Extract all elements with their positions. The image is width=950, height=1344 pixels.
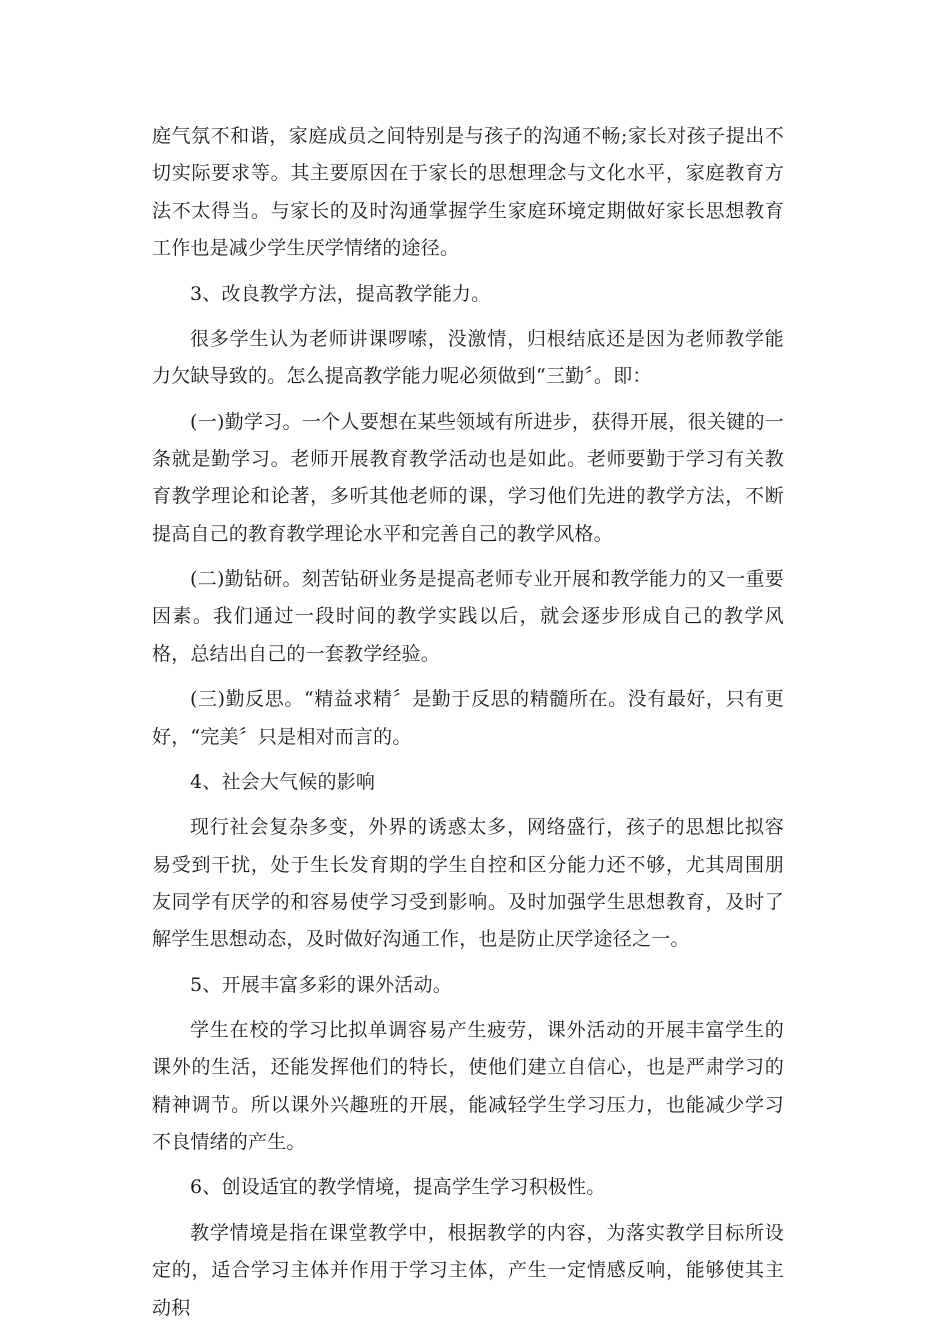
paragraph: 很多学生认为老师讲课啰嗦，没激情，归根结底还是因为老师教学能力欠缺导致的。怎么提高教学能力呢必须做到“三勤〞。即： <box>152 327 784 388</box>
section-heading-4: 4、社会大气候的影响 <box>190 770 376 793</box>
document-body <box>152 118 784 1335</box>
paragraph: 现行社会复杂多变，外界的诱惑太多，网络盛行，孩子的思想比拟容易受到干扰，处于生长发育期的学生自控和区分能力还不够，尤其周围朋友同学有厌学的和容易使学习受到影响。及时加强学生思想教育，及时了解学生思想动态，及时做好沟通工作，也是防止厌学途径之一。 <box>152 816 784 951</box>
paragraph: (二)勤钻研。刻苦钻研业务是提高老师专业开展和教学能力的又一重要因素。我们通过一段时间的教学实践以后，就会逐步形成自己的教学风格，总结出自己的一套教学经验。 <box>152 568 784 665</box>
section-heading-3: 3、改良教学方法，提高教学能力。 <box>190 282 491 305</box>
section-heading-6: 6、创设适宜的教学情境，提高学生学习积极性。 <box>190 1176 606 1199</box>
paragraph-continuation: 庭气氛不和谐，家庭成员之间特别是与孩子的沟通不畅;家长对孩子提出不切实际要求等。其主要原因在于家长的思想理念与文化水平，家庭教育方法不太得当。与家长的及时沟通掌握学生家庭环境定期做好家长思想教育工作也是减少学生厌学情绪的途径。 <box>152 125 784 260</box>
paragraph: 教学情境是指在课堂教学中，根据教学的内容，为落实教学目标所设定的，适合学习主体并作用于学习主体，产生一定情感反响，能够使其主动积 <box>152 1221 784 1319</box>
paragraph: (一)勤学习。一个人要想在某些领域有所进步，获得开展，很关键的一条就是勤学习。老师开展教育教学活动也是如此。老师要勤于学习有关教育教学理论和论著，多听其他老师的课，学习他们先进的教学方法，不断提高自己的教育教学理论水平和完善自己的教学风格。 <box>152 410 784 545</box>
section-heading-5: 5、开展丰富多彩的课外活动。 <box>190 973 452 996</box>
paragraph: (三)勤反思。“精益求精〞是勤于反思的精髓所在。没有最好，只有更好，“完美〞只是相对而言的。 <box>152 688 784 748</box>
paragraph: 学生在校的学习比拟单调容易产生疲劳，课外活动的开展丰富学生的课外的生活，还能发挥他们的特长，使他们建立自信心，也是严肃学习的精神调节。所以课外兴趣班的开展，能减轻学生学习压力，也能减少学习不良情绪的产生。 <box>152 1018 784 1154</box>
